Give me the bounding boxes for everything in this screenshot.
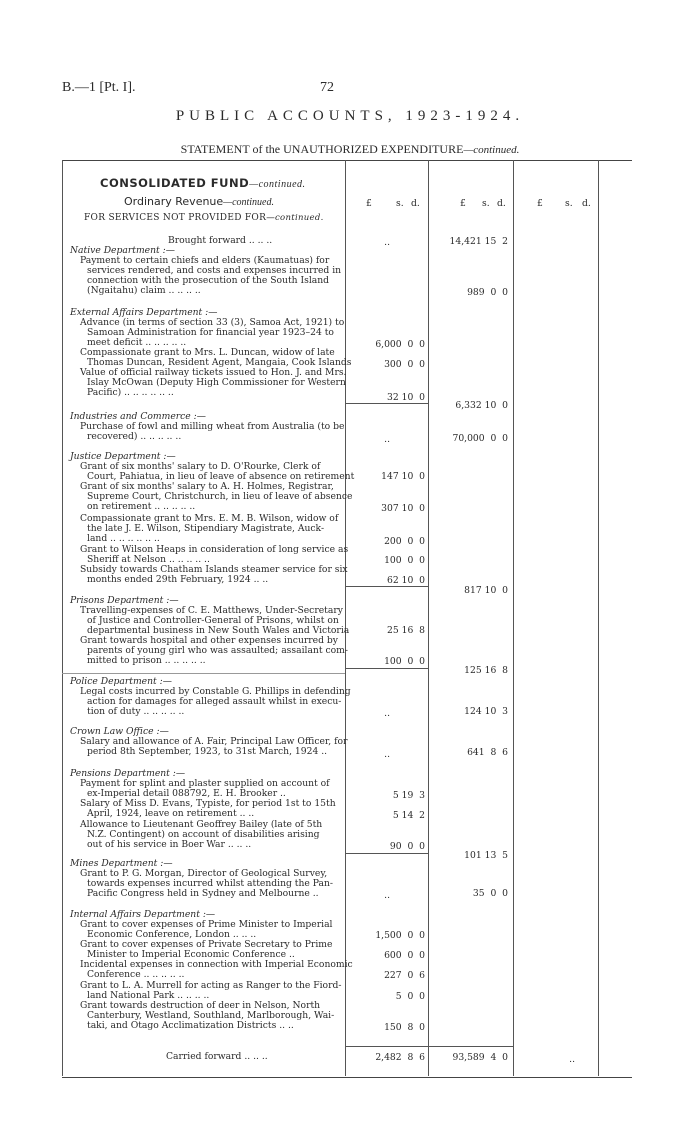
- dept-heading-crown-law: Crown Law Office :—: [70, 726, 169, 737]
- entry-line: Grant of six months' salary to D. O'Rourke, Clerk of: [80, 461, 321, 472]
- amount-ext-2: 300 0 0: [384, 359, 425, 370]
- amount-ext-3: 32 10 0: [387, 392, 425, 403]
- dept-heading-native: Native Department :—: [70, 245, 175, 256]
- services-name: FOR SERVICES NOT PROVIDED FOR: [84, 213, 267, 223]
- fund-continued: —continued.: [249, 179, 306, 190]
- entry-line: Salary of Miss D. Evans, Typiste, for period 1st to 15th: [80, 798, 336, 809]
- entry-line: Supreme Court, Christchurch, in lieu of leave of absence: [87, 491, 353, 502]
- amount-pen-3: 90 0 0: [389, 841, 425, 852]
- entry-line: period 8th September, 1923, to 31st March, 1924 ..: [87, 746, 328, 757]
- entry-line: Grant to L. A. Murrell for acting as Ranger to the Fiord-: [80, 980, 342, 991]
- amount-mines: 35 0 0: [472, 888, 508, 899]
- entry-line: Travelling-expenses of C. E. Matthews, Under-Secretary: [80, 605, 343, 616]
- dots: ..: [569, 1054, 575, 1065]
- carried-forward-label: Carried forward .. .. ..: [166, 1051, 268, 1062]
- entry-line: April, 1924, leave on retirement .. ..: [87, 808, 255, 819]
- amount-jus-total: 817 10 0: [464, 585, 508, 596]
- entry-line: meet deficit .. .. .. .. ..: [87, 337, 187, 348]
- entry-line: Samoan Administration for financial year 1923–24 to: [87, 327, 334, 338]
- entry-line: Canterbury, Westland, Southland, Marlborough, Wai-: [87, 1010, 335, 1021]
- amount-int-5: 150 8 0: [384, 1022, 425, 1033]
- brought-forward-label: Brought forward .. .. ..: [168, 235, 273, 246]
- services-heading: [84, 213, 324, 223]
- entry-line: Islay McOwan (Deputy High Commissioner for Western: [87, 377, 346, 388]
- entry-line: Compassionate grant to Mrs. L. Duncan, widow of late: [80, 347, 335, 358]
- amount-police: 124 10 3: [464, 706, 508, 717]
- col3-pounds-header: £: [537, 198, 543, 209]
- col1-pounds-header: £: [366, 198, 372, 209]
- entry-line: Incidental expenses in connection with Imperial Economic: [80, 959, 353, 970]
- amount-pri-1: 25 16 8: [387, 625, 425, 636]
- dept-heading-pensions: Pensions Department :—: [70, 768, 186, 779]
- document-reference: B.—1 [Pt. I].: [62, 80, 136, 95]
- amount-jus-2: 307 10 0: [381, 503, 425, 514]
- entry-line: Court, Pahiatua, in lieu of leave of absence on retirement: [87, 471, 355, 482]
- entry-line: Grant towards destruction of deer in Nelson, North: [80, 1000, 321, 1011]
- entry-line: Grant to cover expenses of Private Secretary to Prime: [80, 939, 333, 950]
- subtotal-rule: [345, 668, 428, 669]
- amount-int-2: 600 0 0: [384, 950, 425, 961]
- col3-shillings-header: s.: [565, 198, 573, 209]
- amount-industries: 70,000 0 0: [452, 433, 508, 444]
- entry-line: land .. .. .. .. .. ..: [87, 533, 160, 544]
- column-rule: [598, 160, 599, 1076]
- entry-line: Compassionate grant to Mrs. E. M. B. Wilson, widow of: [80, 513, 339, 524]
- dept-heading-police: Police Department :—: [70, 676, 172, 687]
- entry-line: on retirement .. .. .. .. ..: [87, 501, 196, 512]
- entry-line: out of his service in Boer War .. .. ..: [87, 839, 252, 850]
- entry-line: land National Park .. .. .. ..: [87, 990, 210, 1001]
- dots: ..: [384, 434, 390, 445]
- entry-line: parents of young girl who was assaulted; assailant com-: [87, 645, 348, 656]
- dots: ..: [384, 237, 390, 248]
- col2-pounds-header: £: [460, 198, 466, 209]
- dots: ..: [384, 708, 390, 719]
- column-rule: [513, 160, 514, 1076]
- amount-crown-law: 641 8 6: [467, 747, 508, 758]
- dept-heading-internal-affairs: Internal Affairs Department :—: [70, 909, 216, 920]
- entry-line: action for damages for alleged assault whilst in execu-: [87, 696, 342, 707]
- entry-line: months ended 29th February, 1924 .. ..: [87, 574, 269, 585]
- dots: ..: [384, 890, 390, 901]
- entry-line: (Ngaitahu) claim .. .. .. ..: [87, 285, 201, 296]
- col3-pence-header: d.: [582, 198, 591, 209]
- entry-line: Grant to P. G. Morgan, Director of Geological Survey,: [80, 868, 328, 879]
- entry-line: Economic Conference, London .. .. ..: [87, 929, 257, 940]
- dots: ..: [384, 749, 390, 760]
- entry-line: Grant to cover expenses of Prime Minister to Imperial: [80, 919, 333, 930]
- entry-line: mitted to prison .. .. .. .. ..: [87, 655, 206, 666]
- entry-line: Thomas Duncan, Resident Agent, Mangaia, Cook Islands: [87, 357, 352, 368]
- carried-forward-col1: 2,482 8 6: [375, 1052, 425, 1063]
- col2-shillings-header: s.: [482, 198, 490, 209]
- entry-line: Legal costs incurred by Constable G. Phillips in defending: [80, 686, 351, 697]
- entry-line: Pacific) .. .. .. .. .. ..: [87, 387, 174, 398]
- entry-line: N.Z. Contingent) on account of disabilities arising: [87, 829, 320, 840]
- amount-pri-total: 125 16 8: [464, 665, 508, 676]
- entry-line: Grant to Wilson Heaps in consideration of long service as: [80, 544, 349, 555]
- revenue-heading: [124, 195, 274, 208]
- section-rule: [62, 673, 345, 674]
- entry-line: Advance (in terms of section 33 (3), Samoa Act, 1921) to: [80, 317, 345, 328]
- entry-line: the late J. E. Wilson, Stipendiary Magistrate, Auck-: [87, 523, 325, 534]
- amount-ext-total: 6,332 10 0: [455, 400, 508, 411]
- entry-line: departmental business in New South Wales and Victoria: [87, 625, 350, 636]
- entry-line: recovered) .. .. .. .. ..: [87, 431, 182, 442]
- dept-heading-justice: Justice Department :—: [70, 451, 176, 462]
- carried-forward-col2: 93,589 4 0: [452, 1052, 508, 1063]
- col2-pence-header: d.: [497, 198, 506, 209]
- entry-line: Grant towards hospital and other expenses incurred by: [80, 635, 338, 646]
- dept-heading-industries: Industries and Commerce :—: [70, 411, 206, 422]
- dept-heading-external-affairs: External Affairs Department :—: [70, 307, 218, 318]
- fund-name: CONSOLIDATED FUND: [100, 176, 250, 190]
- amount-ext-1: 6,000 0 0: [375, 339, 425, 350]
- entry-line: of Justice and Controller-General of Prisons, whilst on: [87, 615, 339, 626]
- entry-line: Value of official railway tickets issued to Hon. J. and Mrs.: [80, 367, 347, 378]
- entry-line: Purchase of fowl and milling wheat from Australia (to be: [80, 421, 345, 432]
- revenue-continued: —continued.: [223, 197, 274, 208]
- amount-int-4: 5 0 0: [395, 991, 425, 1002]
- column-rule: [62, 160, 63, 1076]
- page-title: PUBLIC ACCOUNTS, 1923-1924.: [175, 108, 525, 124]
- amount-jus-3: 200 0 0: [384, 536, 425, 547]
- entry-line: Sheriff at Nelson .. .. .. .. ..: [87, 554, 210, 565]
- subtotal-rule: [345, 403, 428, 404]
- entry-line: Subsidy towards Chatham Islands steamer service for six: [80, 564, 348, 575]
- entry-line: Conference .. .. .. .. ..: [87, 969, 185, 980]
- statement-subtitle: [0, 142, 700, 157]
- services-continued: —continued.: [266, 213, 324, 223]
- entry-line: tion of duty .. .. .. .. ..: [87, 706, 185, 717]
- entry-line: Grant of six months' salary to A. H. Holmes, Registrar,: [80, 481, 334, 492]
- entry-line: Minister to Imperial Economic Conference ..: [87, 949, 295, 960]
- page-number: 72: [320, 80, 334, 95]
- entry-line: towards expenses incurred whilst attending the Pan-: [87, 878, 334, 889]
- entry-line: connection with the prosecution of the South Island: [87, 275, 330, 286]
- amount-jus-1: 147 10 0: [381, 471, 425, 482]
- total-rule: [345, 1046, 513, 1047]
- subtotal-rule: [345, 586, 428, 587]
- amount-int-3: 227 0 6: [384, 970, 425, 981]
- entry-line: Salary and allowance of A. Fair, Principal Law Officer, for: [80, 736, 348, 747]
- subtitle-continued: —continued.: [463, 144, 520, 156]
- entry-line: Payment for splint and plaster supplied on account of: [80, 778, 330, 789]
- entry-line: Pacific Congress held in Sydney and Melbourne ..: [87, 888, 319, 899]
- col1-pence-header: d.: [411, 198, 420, 209]
- amount-pen-2: 5 14 2: [392, 810, 425, 821]
- amount-native: 989 0 0: [467, 287, 508, 298]
- brought-forward-amount: 14,421 15 2: [449, 236, 508, 247]
- entry-line: services rendered, and costs and expenses incurred in: [87, 265, 342, 276]
- subtitle-text: STATEMENT of the UNAUTHORIZED EXPENDITURE: [180, 142, 464, 156]
- amount-jus-5: 62 10 0: [387, 575, 425, 586]
- amount-pri-2: 100 0 0: [384, 656, 425, 667]
- subtotal-rule: [345, 853, 428, 854]
- entry-line: ex-Imperial detail 088792, E. H. Brooker ..: [87, 788, 286, 799]
- dept-heading-mines: Mines Department :—: [70, 858, 173, 869]
- amount-pen-total: 101 13 5: [464, 850, 508, 861]
- entry-line: Payment to certain chiefs and elders (Kaumatuas) for: [80, 255, 330, 266]
- revenue-name: Ordinary Revenue: [124, 195, 224, 208]
- entry-line: taki, and Otago Acclimatization Districts .. ..: [87, 1020, 294, 1031]
- col1-shillings-header: s.: [396, 198, 404, 209]
- amount-jus-4: 100 0 0: [384, 555, 425, 566]
- dept-heading-prisons: Prisons Department :—: [70, 595, 179, 606]
- fund-heading: [100, 176, 306, 190]
- amount-int-1: 1,500 0 0: [375, 930, 425, 941]
- entry-line: Allowance to Lieutenant Geoffrey Bailey (late of 5th: [80, 819, 323, 830]
- amount-pen-1: 5 19 3: [392, 790, 425, 801]
